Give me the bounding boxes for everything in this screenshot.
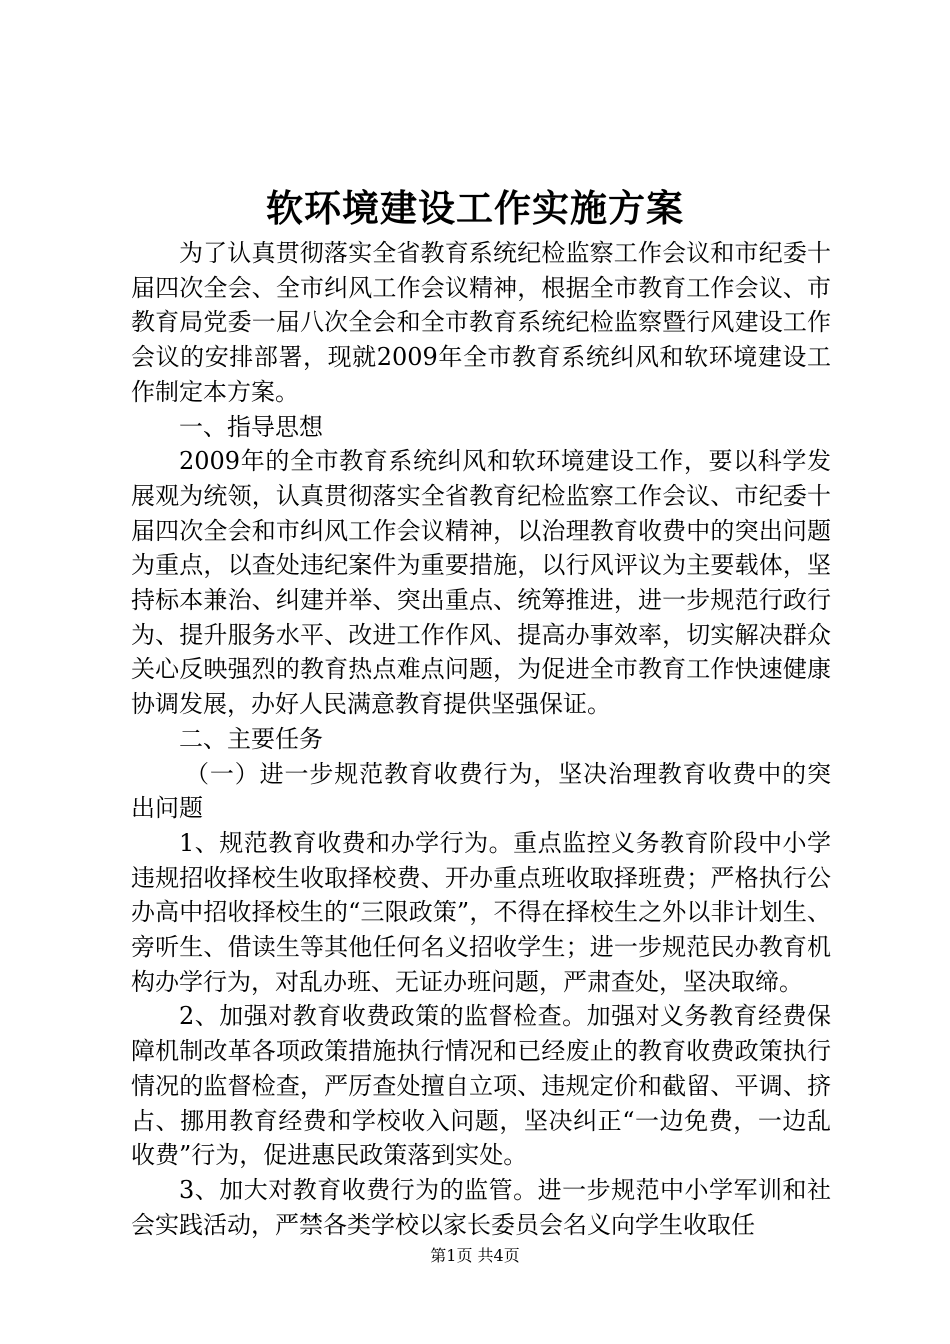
- paragraph-guiding-ideology: 2009年的全市教育系统纠风和软环境建设工作，要以科学发展观为统领，认真贯彻落实全省教育纪检监察工作会议、市纪委十届四次全会和市纠风工作会议精神，以治理教育收费中的突出问题为重点，以查处违纪案件为重要措施，以行风评议为主要载体，坚持标本兼治、纠建并举、突出重点、统筹推进，进一步规范行政行为、提升服务水平、改进工作作风、提高办事效率，切实解决群众关心反映强烈的教育热点难点问题，为促进全市教育工作快速健康协调发展，办好人民满意教育提供坚强保证。: [131, 447, 831, 719]
- paragraph-item-1: 1、规范教育收费和办学行为。重点监控义务教育阶段中小学违规招收择校生收取择校费、开办重点班收取择班费；严格执行公办高中招收择校生的“三限政策”，不得在择校生之外以非计划生、旁听生、借读生等其他任何名义招收学生；进一步规范民办教育机构办学行为，对乱办班、无证办班问题，严肃查处，坚决取缔。: [131, 828, 831, 996]
- paragraph-item-2: 2、加强对教育收费政策的监督检查。加强对义务教育经费保障机制改革各项政策措施执行情况和已经废止的教育收费政策执行情况的监督检查，严厉查处擅自立项、违规定价和截留、平调、挤占、挪用教育经费和学校收入问题，坚决纠正“一边免费，一边乱收费”行为，促进惠民政策落到实处。: [131, 1002, 831, 1170]
- heading-main-tasks: 二、主要任务: [179, 724, 323, 753]
- document-body: [131, 236, 831, 1242]
- paragraph-item-3: 3、加大对教育收费行为的监管。进一步规范中小学军训和社会实践活动，严禁各类学校以家长委员会名义向学生收取任: [131, 1175, 831, 1239]
- subheading-task-1: （一）进一步规范教育收费行为，坚决治理教育收费中的突出问题: [131, 759, 831, 823]
- heading-guiding-ideology: 一、指导思想: [179, 412, 323, 441]
- page-number-footer: 第1页 共4页: [430, 1246, 520, 1265]
- document-title: 软环境建设工作实施方案: [266, 186, 684, 230]
- paragraph-intro: 为了认真贯彻落实全省教育系统纪检监察工作会议和市纪委十届四次全会、全市纠风工作会议精神，根据全市教育工作会议、市教育局党委一届八次全会和全市教育系统纪检监察暨行风建设工作会议的安排部署，现就2009年全市教育系统纠风和软环境建设工作制定本方案。: [131, 239, 831, 406]
